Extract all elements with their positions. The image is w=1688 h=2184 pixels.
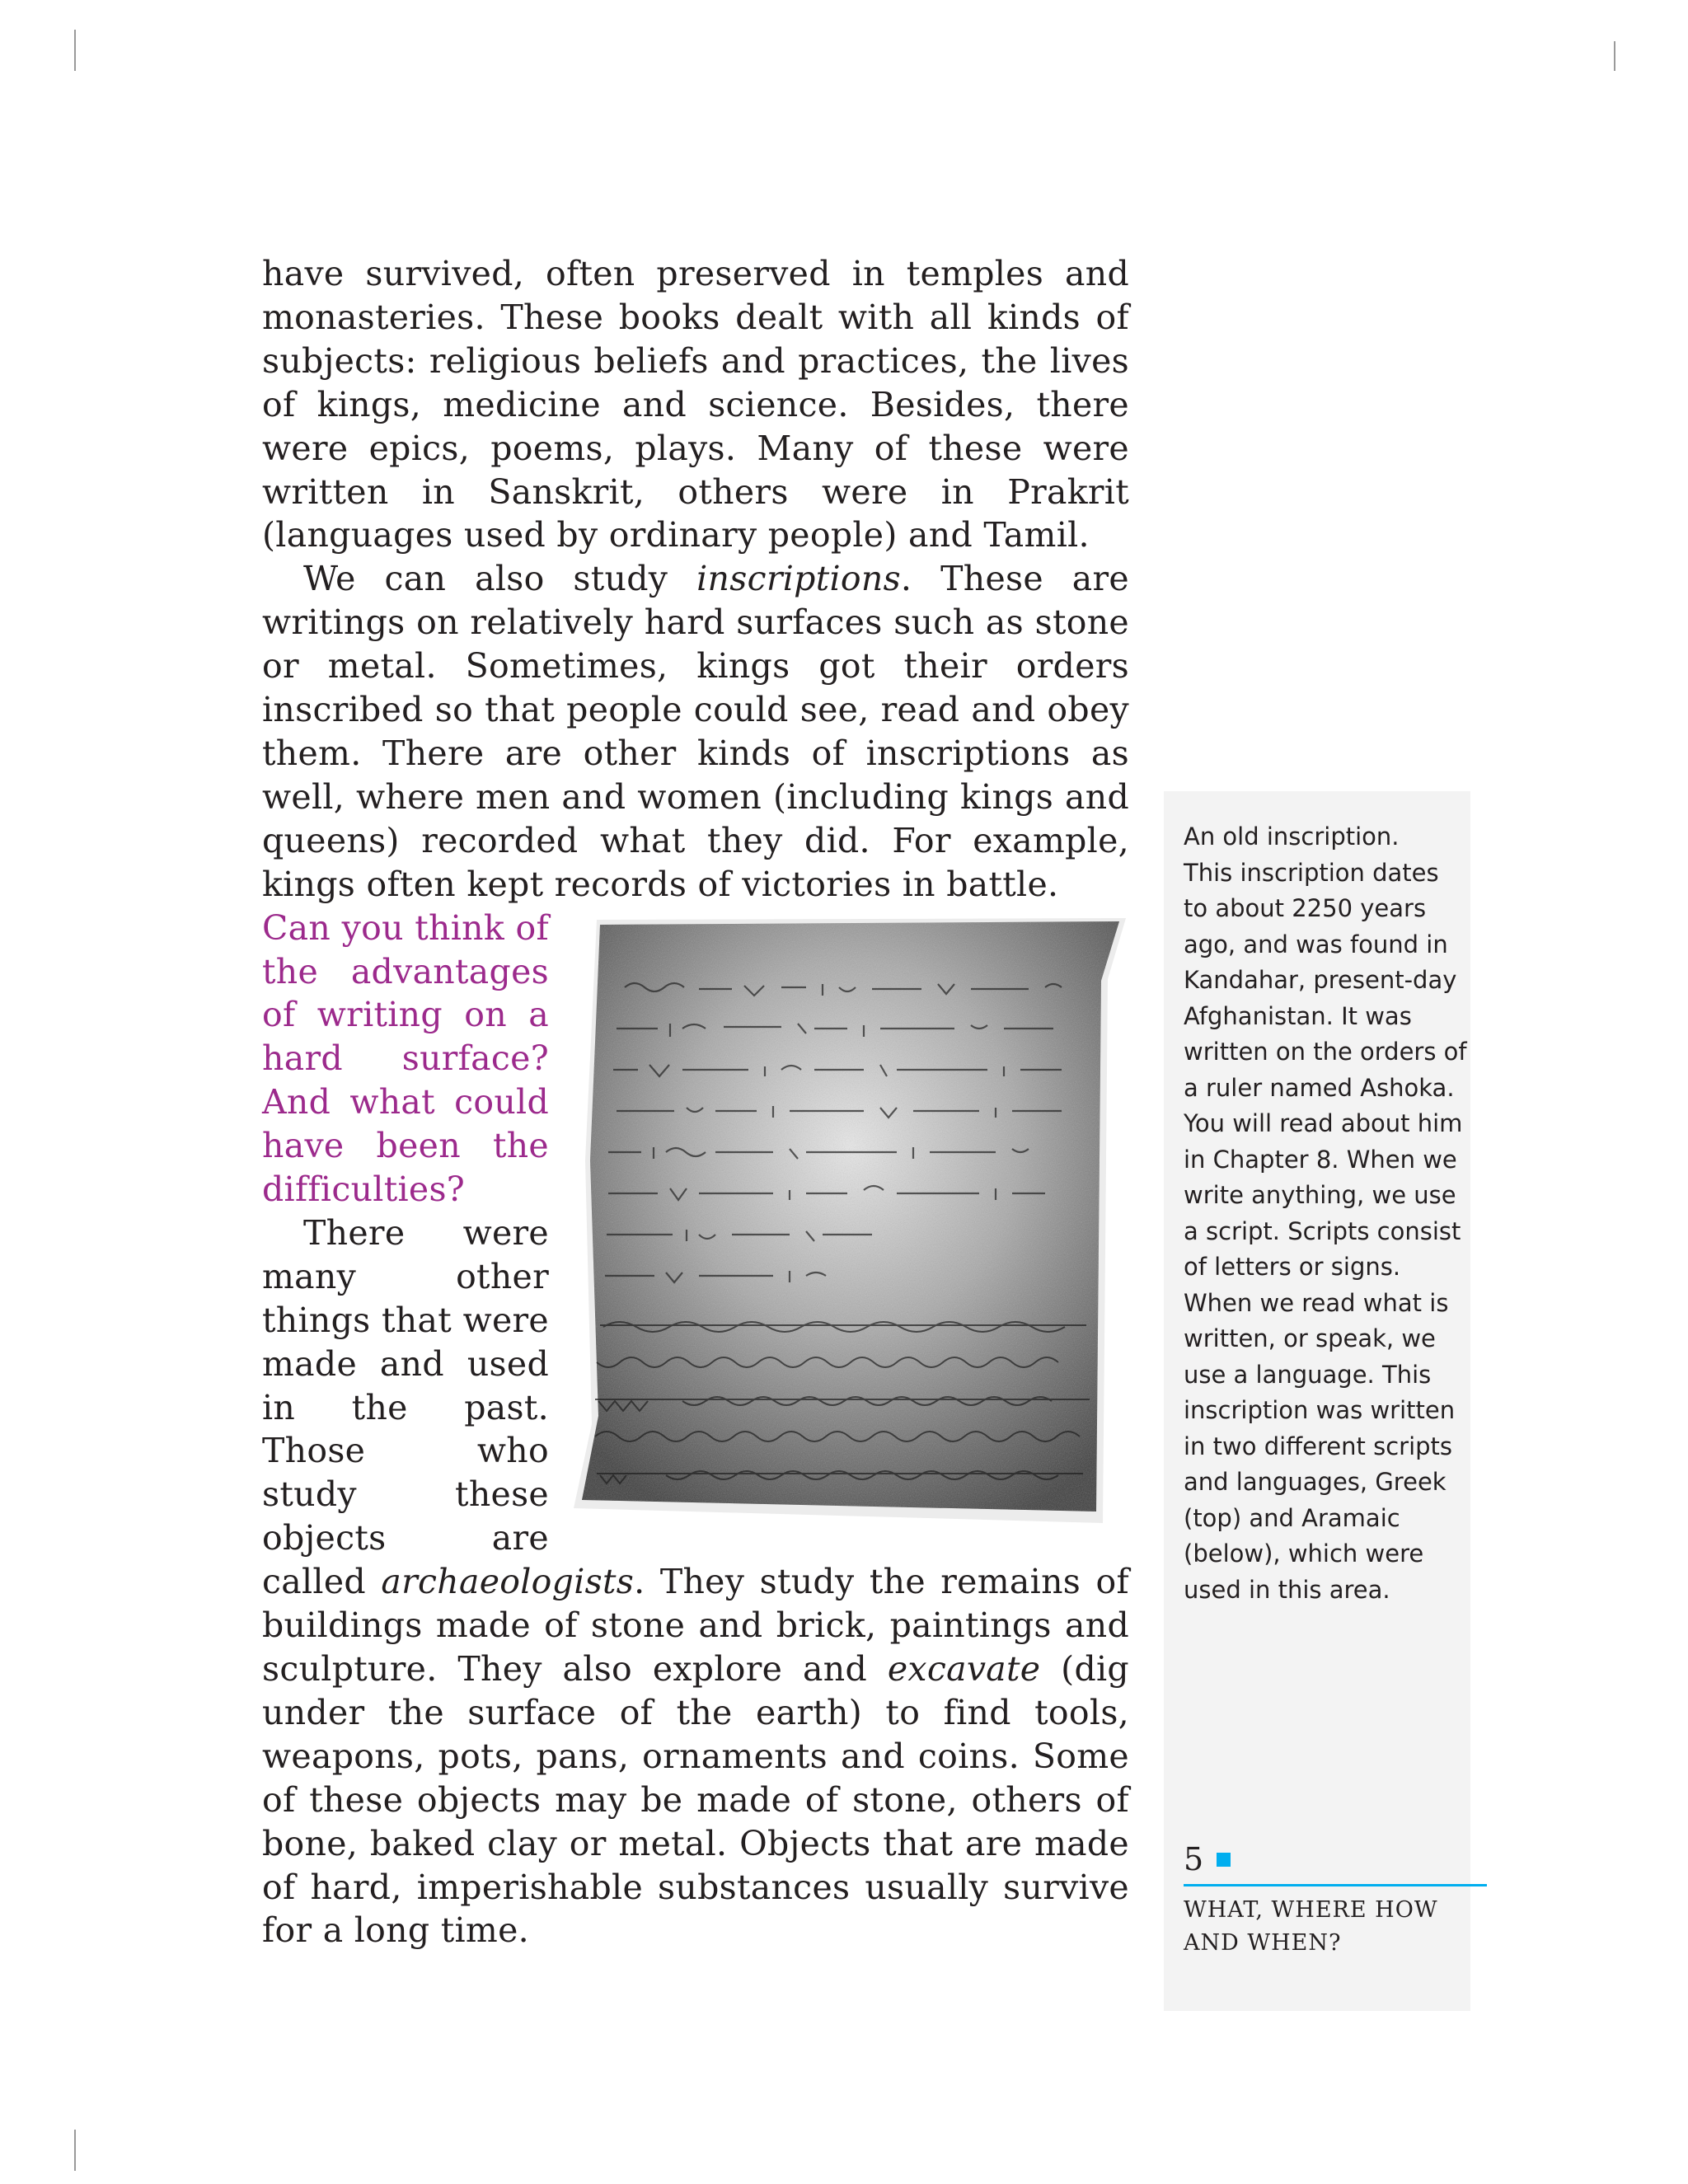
main-text-column bbox=[262, 252, 1129, 1952]
term-archaeologists: archaeologists bbox=[381, 1562, 635, 1602]
crop-mark-top-left bbox=[74, 30, 76, 71]
page-number-text: 5 bbox=[1184, 1841, 1204, 1877]
term-inscriptions: inscriptions bbox=[696, 559, 901, 599]
caption-body: This inscription dates to about 2250 years ago, and was found in Kandahar, present-day Afghanistan. It was written on the orders of a ruler named Ashoka. You will read about him in Chapter 8. When we write anything, we use a script. Scripts consist of letters or signs. When we read what is written, or speak, we use a language. This inscription was written in two different scripts and languages, Greek (top) and Aramaic (below), which were used in this area. bbox=[1184, 858, 1467, 1604]
question-prompt: Can you think of the advantages of writing on a hard surface? And what could have been the difficulties? bbox=[262, 907, 549, 1210]
chapter-title: WHAT, WHERE HOW AND WHEN? bbox=[1184, 1897, 1438, 1956]
page-number bbox=[1184, 1841, 1231, 1877]
term-excavate: excavate bbox=[887, 1649, 1041, 1689]
caption-title: An old inscription. bbox=[1184, 823, 1400, 851]
footer-rule bbox=[1184, 1884, 1487, 1886]
figure-with-wrapped-text bbox=[262, 907, 1129, 1953]
inscription-image bbox=[567, 913, 1129, 1523]
text-run: There were many other things that were made and used in the past. Those who study these objects are called bbox=[262, 1212, 549, 1602]
crop-mark-top-right bbox=[1614, 41, 1615, 71]
text-run: . They study the remains of buildings made of stone and brick, paintings and sculpture. They also explore and bbox=[262, 1562, 1129, 1689]
paragraph-inscriptions bbox=[262, 557, 1129, 906]
crop-mark-bottom-left bbox=[74, 2130, 76, 2171]
inscription-stone-icon bbox=[567, 913, 1129, 1523]
square-bullet-icon bbox=[1217, 1853, 1231, 1867]
paragraph-books: have survived, often preserved in temples and monasteries. These books dealt with all kinds of subjects: religious beliefs and practices, the lives of kings, medicine and science. Besides, there were epics, poems, plays. Many of these were written in Sanskrit, others were in Prakrit (languages used by ordinary people) and Tamil. bbox=[262, 254, 1129, 555]
figure-caption bbox=[1184, 819, 1467, 1608]
text-run: (dig under the surface of the earth) to find tools, weapons, pots, pans, ornaments and coins. Some of these objects may be made of stone, others of bone, baked clay or metal. Objects that are made of hard, imperishable substances usually survive for a long time. bbox=[262, 1649, 1129, 1951]
text-run: We can also study bbox=[303, 559, 697, 599]
text-run: . These are writings on relatively hard surfaces such as stone or metal. Sometimes, kings got their orders inscribed so that people could see, read and obey them. There are other kinds of inscriptions as well, where men and women (including kings and queens) recorded what they did. For example, kings often kept records of victories in battle. bbox=[262, 559, 1129, 904]
